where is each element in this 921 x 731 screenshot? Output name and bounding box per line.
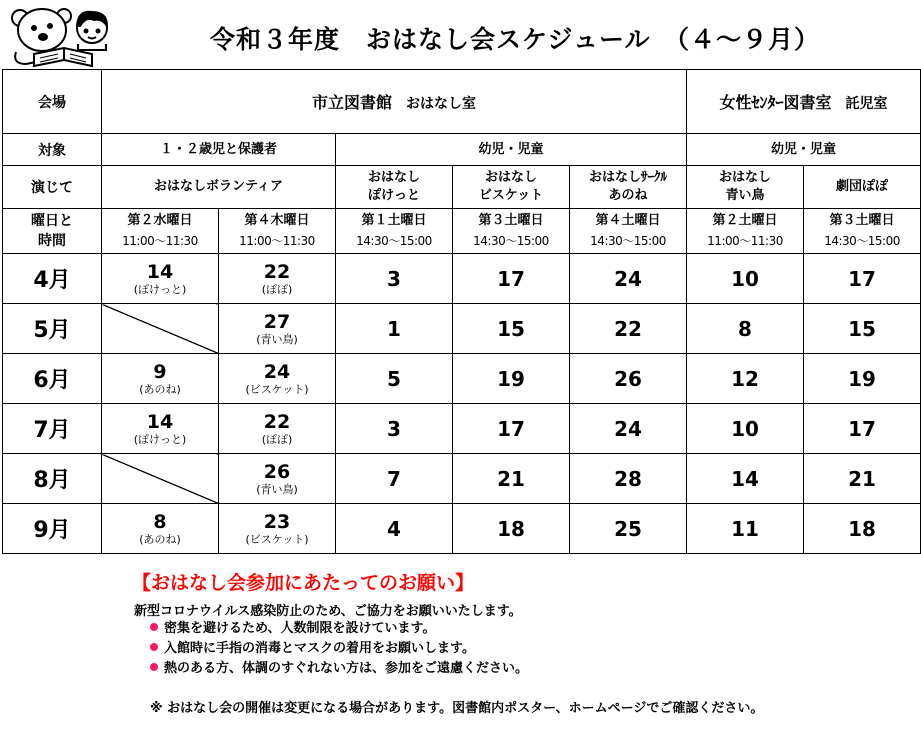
- month-label: 8月: [3, 454, 102, 504]
- date-cell: [102, 404, 219, 454]
- date-value: 8: [153, 510, 167, 533]
- month-label: 5月: [3, 304, 102, 354]
- date-cell: 10: [687, 404, 804, 454]
- notes-item-text: 熱のある方、体調のすぐれない方は、参加をご遠慮ください。: [164, 661, 529, 676]
- time-range: 11:00～11:30: [707, 234, 783, 248]
- target-infant: １・２歳児と保護者: [102, 134, 336, 166]
- target-children-women: 幼児・児童: [687, 134, 921, 166]
- schedule-label: 曜日と 時間: [3, 209, 102, 254]
- weekday: 第２土曜日: [712, 213, 778, 228]
- date-cell: 5: [336, 354, 453, 404]
- column-header: [219, 209, 336, 254]
- month-label: 4月: [3, 254, 102, 304]
- date-cell: 18: [804, 504, 921, 554]
- performer-volunteer: おはなしボランティア: [102, 166, 336, 209]
- date-cell: 12: [687, 354, 804, 404]
- date-value: 24: [263, 360, 291, 383]
- column-header: [570, 209, 687, 254]
- performer-anone: おはなしｻｰｸﾙ あのね: [570, 166, 687, 209]
- time-range: 11:00～11:30: [122, 234, 198, 248]
- no-session-cell: [102, 454, 219, 504]
- month-label: 6月: [3, 354, 102, 404]
- month-row-august: [3, 454, 921, 504]
- time-range: 14:30～15:00: [356, 234, 432, 248]
- month-row-may: [3, 304, 921, 354]
- list-item: [150, 619, 528, 639]
- date-cell: 18: [453, 504, 570, 554]
- date-cell: 21: [453, 454, 570, 504]
- month-row-june: [3, 354, 921, 404]
- list-item: [150, 659, 528, 679]
- target-row: [3, 134, 921, 166]
- month-label: 9月: [3, 504, 102, 554]
- venue-row: [3, 70, 921, 134]
- month-row-april: [3, 254, 921, 304]
- group-name: (あのね): [139, 382, 181, 396]
- group-name: (青い鳥): [256, 482, 298, 496]
- date-cell: [219, 504, 336, 554]
- time-range: 14:30～15:00: [473, 234, 549, 248]
- month-row-september: [3, 504, 921, 554]
- weekday: 第３土曜日: [478, 213, 544, 228]
- date-cell: 8: [687, 304, 804, 354]
- date-value: 26: [263, 460, 291, 483]
- date-cell: 1: [336, 304, 453, 354]
- date-cell: 25: [570, 504, 687, 554]
- notes-item-text: 入館時に手指の消毒とマスクの着用をお願いします。: [164, 641, 475, 656]
- performer-label: 演じて: [3, 166, 102, 209]
- venue-label: 会場: [3, 70, 102, 134]
- date-cell: 3: [336, 404, 453, 454]
- column-header: [102, 209, 219, 254]
- month-row-july: [3, 404, 921, 454]
- weekday: 第４木曜日: [244, 213, 310, 228]
- column-header: [453, 209, 570, 254]
- date-cell: 10: [687, 254, 804, 304]
- date-value: 14: [146, 410, 174, 433]
- performer-pokketto: おはなし ぽけっと: [336, 166, 453, 209]
- date-cell: [219, 254, 336, 304]
- bullet-dot-icon: [150, 623, 158, 631]
- performer-row: [3, 166, 921, 209]
- venue-room: 託児室: [845, 96, 888, 112]
- column-header: [336, 209, 453, 254]
- column-header: [804, 209, 921, 254]
- weekday: 第３土曜日: [829, 213, 895, 228]
- bullet-dot-icon: [150, 663, 158, 671]
- weekday: 第２水曜日: [127, 213, 193, 228]
- venue-name: 市立図書館: [312, 93, 393, 112]
- date-cell: [219, 454, 336, 504]
- list-item: [150, 639, 528, 659]
- schedule-table: [2, 69, 921, 554]
- date-cell: 11: [687, 504, 804, 554]
- group-name: (ぽぽ): [261, 282, 293, 296]
- target-label: 対象: [3, 134, 102, 166]
- date-cell: 19: [453, 354, 570, 404]
- date-value: 14: [146, 260, 174, 283]
- date-cell: 15: [453, 304, 570, 354]
- date-cell: 3: [336, 254, 453, 304]
- notes-heading: 【おはなし会参加にあたってのお願い】: [132, 572, 475, 594]
- target-children-city: 幼児・児童: [336, 134, 687, 166]
- venue-name: 女性ｾﾝﾀｰ図書室: [719, 93, 832, 112]
- time-range: 11:00～11:30: [239, 234, 315, 248]
- no-session-cell: [102, 304, 219, 354]
- date-cell: [219, 404, 336, 454]
- column-header: [687, 209, 804, 254]
- date-cell: 17: [804, 404, 921, 454]
- date-cell: [219, 354, 336, 404]
- weekday: 第１土曜日: [361, 213, 427, 228]
- date-cell: 22: [570, 304, 687, 354]
- performer-biscuit: おはなし ビスケット: [453, 166, 570, 209]
- bullet-dot-icon: [150, 643, 158, 651]
- bear-and-child-reading-illustration: [6, 4, 124, 68]
- date-cell: [219, 304, 336, 354]
- date-cell: 21: [804, 454, 921, 504]
- venue-room: おはなし室: [406, 96, 477, 112]
- date-cell: [102, 504, 219, 554]
- weekday: 第４土曜日: [595, 213, 661, 228]
- date-value: 22: [263, 260, 291, 283]
- venue-city-library: [102, 70, 687, 134]
- date-value: 23: [263, 510, 291, 533]
- group-name: (あのね): [139, 532, 181, 546]
- date-cell: 24: [570, 254, 687, 304]
- date-value: 22: [263, 410, 291, 433]
- notes-intro: 新型コロナウイルス感染防止のため、ご協力をお願いいたします。: [134, 604, 522, 619]
- date-cell: 26: [570, 354, 687, 404]
- group-name: (ビスケット): [245, 382, 309, 396]
- date-cell: 17: [453, 254, 570, 304]
- date-value: 9: [153, 360, 167, 383]
- venue-women-center: [687, 70, 921, 134]
- month-label: 7月: [3, 404, 102, 454]
- date-cell: 17: [453, 404, 570, 454]
- date-cell: 19: [804, 354, 921, 404]
- notes-list: [150, 619, 528, 679]
- date-cell: 24: [570, 404, 687, 454]
- date-cell: [102, 254, 219, 304]
- page-title: 令和３年度 おはなし会スケジュール （４～９月）: [209, 25, 820, 54]
- date-cell: [102, 354, 219, 404]
- time-range: 14:30～15:00: [590, 234, 666, 248]
- date-cell: 14: [687, 454, 804, 504]
- time-range: 14:30～15:00: [824, 234, 900, 248]
- group-name: (ぽぽ): [261, 432, 293, 446]
- date-cell: 28: [570, 454, 687, 504]
- schedule-row: [3, 209, 921, 254]
- date-cell: 15: [804, 304, 921, 354]
- footnote: ※ おはなし会の開催は変更になる場合があります。図書館内ポスター、ホームページでご確認ください。: [150, 701, 764, 716]
- date-cell: 17: [804, 254, 921, 304]
- group-name: (ぽけっと): [133, 432, 187, 446]
- group-name: (ビスケット): [245, 532, 309, 546]
- date-cell: 7: [336, 454, 453, 504]
- date-value: 27: [263, 310, 291, 333]
- date-cell: 4: [336, 504, 453, 554]
- performer-popo: 劇団ぽぽ: [804, 166, 921, 209]
- group-name: (青い鳥): [256, 332, 298, 346]
- group-name: (ぽけっと): [133, 282, 187, 296]
- notes-item-text: 密集を避けるため、人数制限を設けています。: [164, 621, 436, 636]
- performer-aoitori: おはなし 青い鳥: [687, 166, 804, 209]
